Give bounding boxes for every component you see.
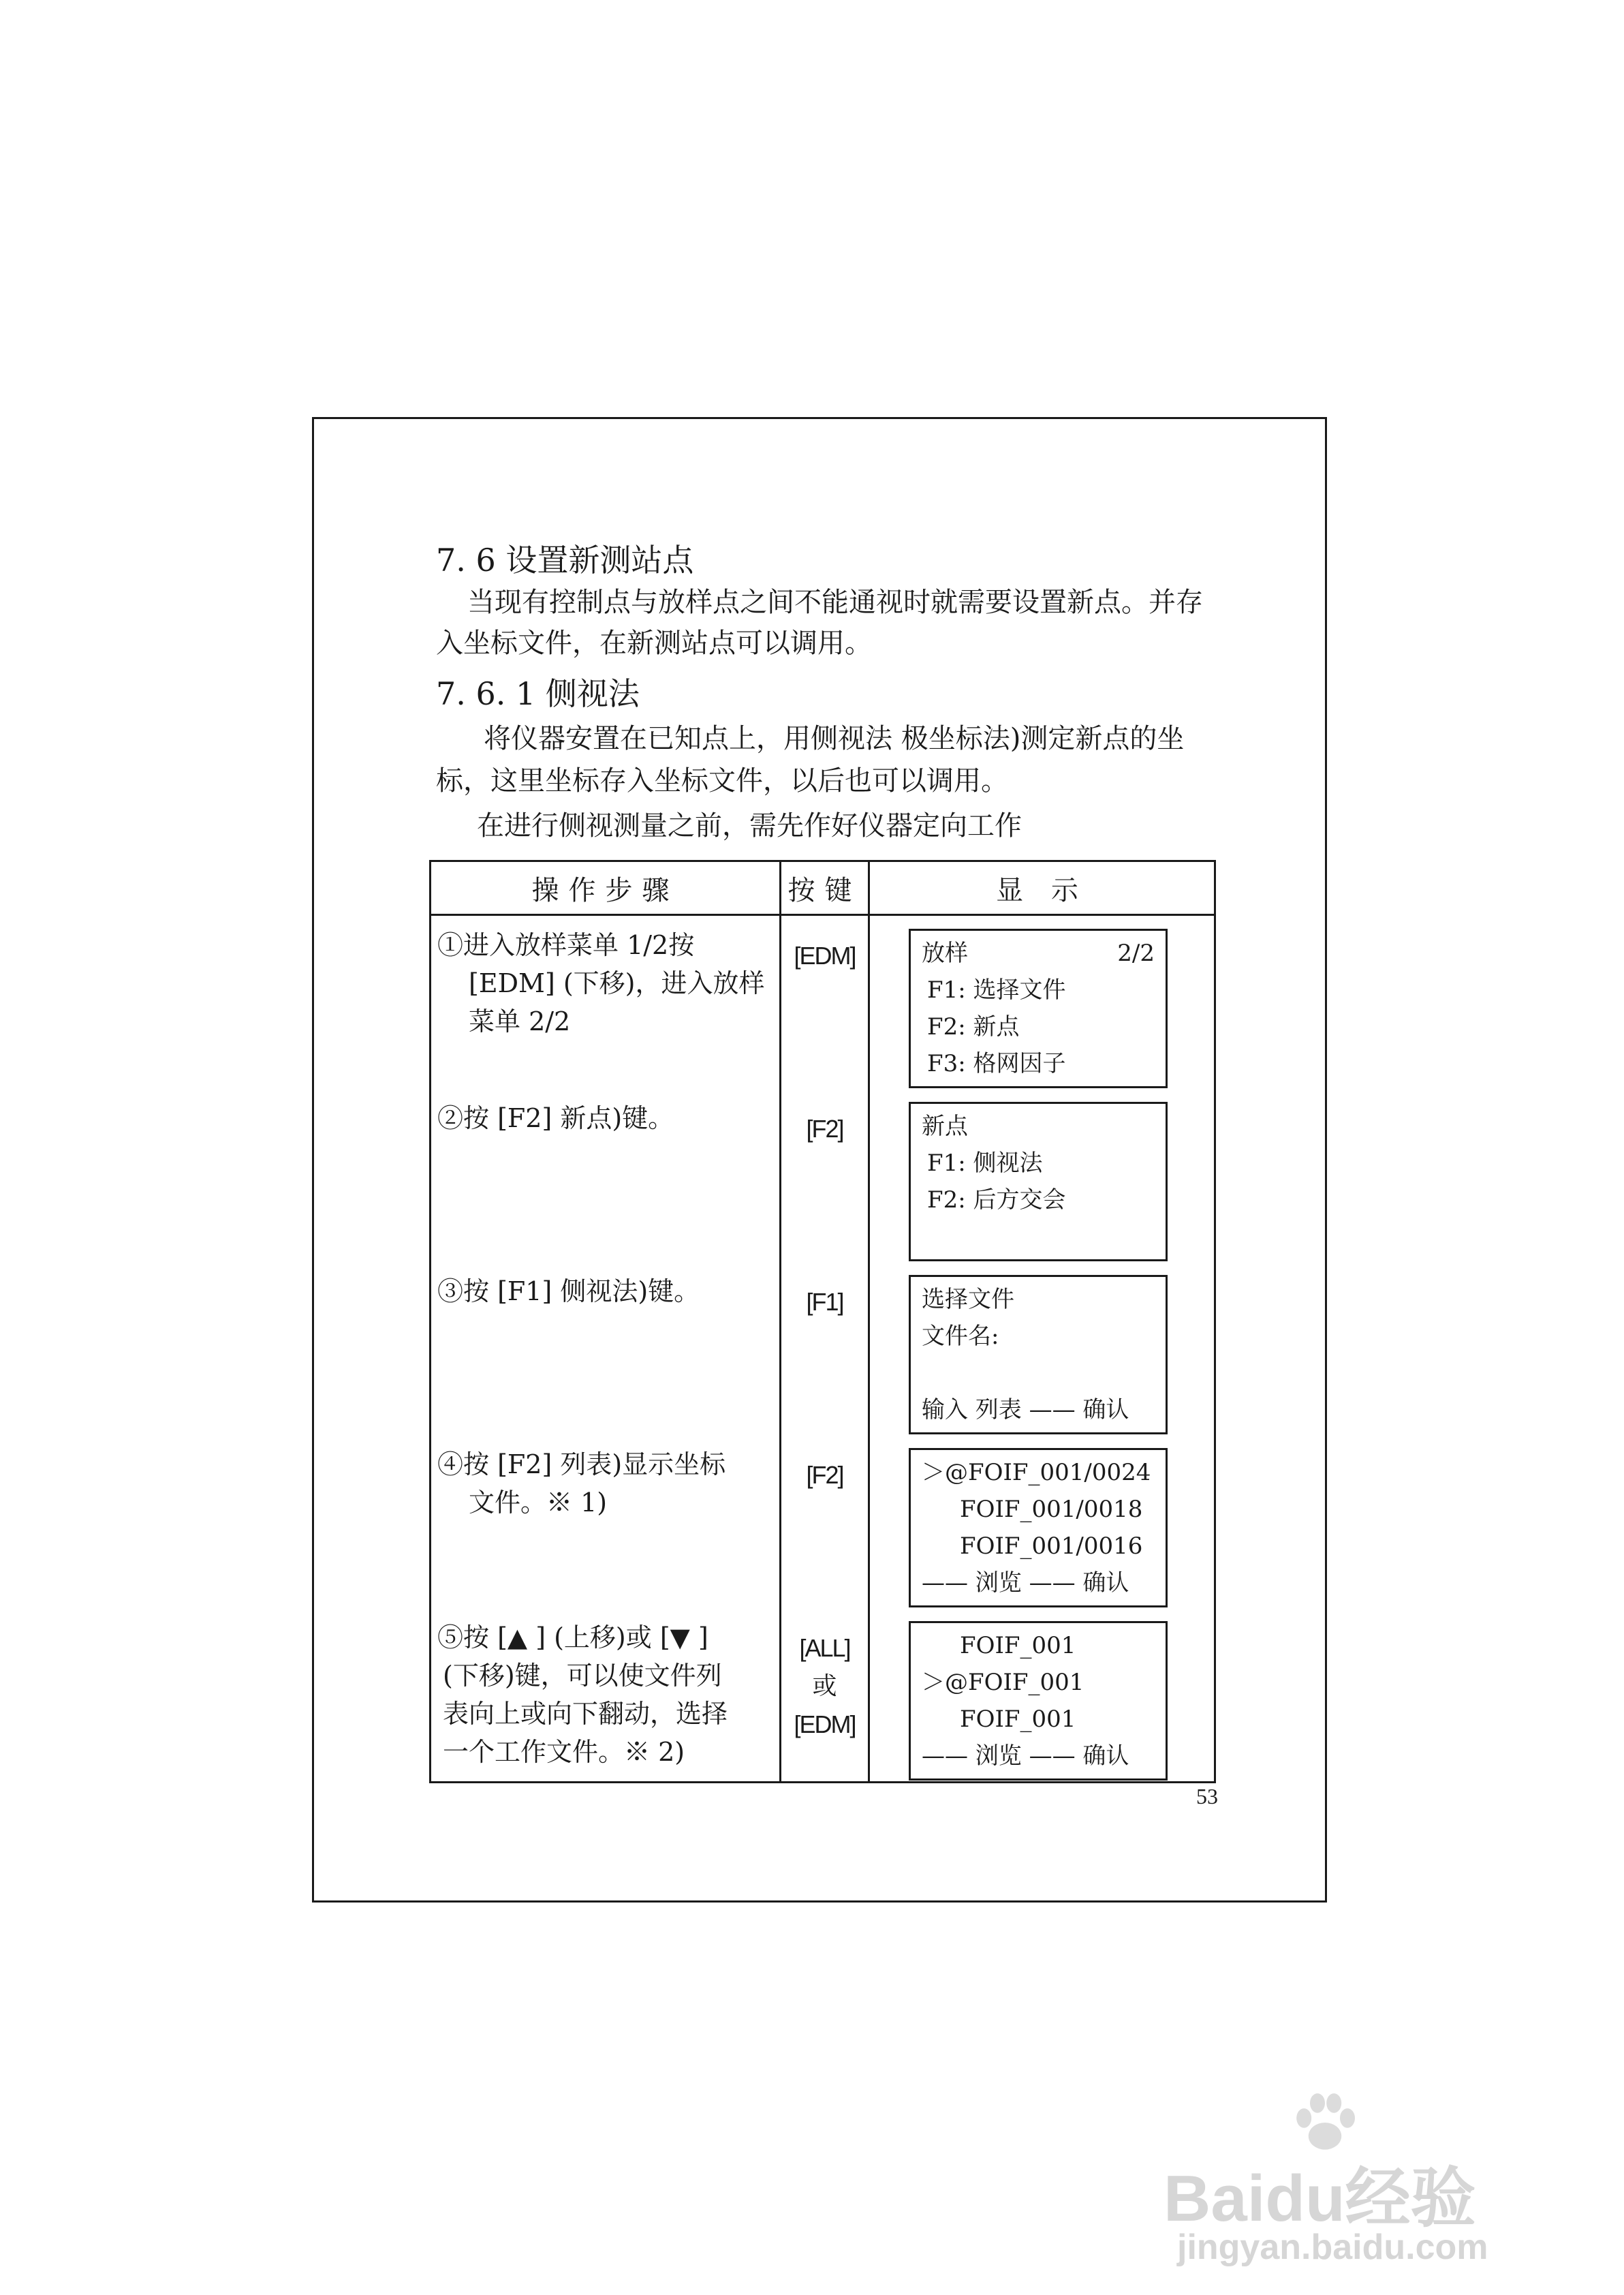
key-label: [F2]	[806, 1115, 843, 1143]
screen-line	[922, 1355, 1155, 1391]
step-line: [EDM] (下移)，进入放样	[469, 968, 765, 998]
para1-line-1: 将仪器安置在已知点上，用侧视法 极坐标法)测定新点的坐	[484, 723, 1185, 754]
step-line: 文件。※ 1)	[469, 1488, 608, 1518]
screen-line: ＞@FOIF_001	[922, 1669, 1084, 1696]
screen-line: —— 浏览 —— 确认	[922, 1742, 1129, 1770]
display-screen	[909, 1102, 1168, 1261]
para2: 在进行侧视测量之前，需先作好仪器定向工作	[477, 810, 1022, 842]
screen-line: F1: 选择文件	[927, 976, 1066, 1004]
screen-line: FOIF_001	[960, 1706, 1076, 1733]
key-label: [F2]	[806, 1461, 843, 1489]
key-label: [EDM]	[794, 1710, 856, 1738]
screen-line: F2: 后方交会	[927, 1186, 1066, 1214]
screen-line: F1: 侧视法	[927, 1150, 1043, 1177]
subsection-title: 7. 6. 1 侧视法	[436, 675, 640, 712]
key-label: [F1]	[806, 1288, 843, 1316]
operation-table	[429, 860, 1216, 1783]
screen-line: FOIF_001/0016	[960, 1532, 1143, 1560]
step-text	[432, 917, 779, 1041]
table-header-row	[431, 861, 1215, 915]
step-text	[432, 1090, 779, 1137]
screen-line: —— 浏览 —— 确认	[922, 1569, 1129, 1597]
step-text	[432, 1436, 779, 1522]
step-line: (下移)键，可以使文件列	[443, 1661, 722, 1691]
key-label: [EDM]	[794, 942, 856, 970]
header-keys: 按键	[781, 861, 869, 915]
screen-page: 2/2	[1117, 940, 1155, 967]
display-screen	[909, 1621, 1168, 1781]
display-screen	[909, 1275, 1168, 1434]
step-line: ①进入放样菜单 1/2按	[437, 930, 695, 960]
table-row	[431, 915, 1215, 1090]
screen-title: 新点	[922, 1113, 968, 1140]
header-steps: 操作步骤	[431, 861, 781, 915]
table-row	[431, 1435, 1215, 1608]
section-title: 7. 6 设置新测站点	[436, 542, 694, 579]
screen-line: F2: 新点	[927, 1013, 1020, 1041]
intro-line-1: 当现有控制点与放样点之间不能通视时就需要设置新点。并存	[467, 587, 1203, 618]
step-line: ②按 [F2] 新点)键。	[437, 1103, 674, 1133]
step-line: 菜单 2/2	[469, 1006, 571, 1036]
screen-title: 放样	[922, 940, 968, 967]
display-screen	[909, 929, 1168, 1088]
step-text	[432, 1263, 779, 1310]
step-line: 一个工作文件。※ 2)	[443, 1737, 685, 1767]
table-row	[431, 1262, 1215, 1435]
screen-title: ＞@FOIF_001/0024	[922, 1459, 1151, 1486]
screen-title: 选择文件	[922, 1286, 1014, 1313]
screen-line: F3: 格网因子	[927, 1050, 1066, 1077]
step-line: ⑤按 [▲ ] (上移)或 [▼ ]	[437, 1622, 708, 1652]
screen-line: 输入 列表 —— 确认	[922, 1396, 1129, 1423]
step-line: ③按 [F1] 侧视法)键。	[437, 1276, 700, 1306]
screen-line: FOIF_001/0018	[960, 1496, 1143, 1523]
table-row	[431, 1608, 1215, 1783]
screen-line	[922, 1218, 1155, 1255]
intro-line-2: 入坐标文件，在新测站点可以调用。	[436, 628, 872, 659]
key-label: [ALL]	[799, 1634, 850, 1662]
header-display: 显 示	[869, 861, 1215, 915]
display-screen	[909, 1448, 1168, 1607]
screen-line: 文件名:	[922, 1323, 999, 1350]
step-line: 表向上或向下翻动，选择	[443, 1699, 728, 1729]
key-or-label: 或	[812, 1672, 837, 1700]
para1-line-2: 标，这里坐标存入坐标文件，以后也可以调用。	[436, 765, 1008, 797]
table-row	[431, 1089, 1215, 1262]
screen-title: FOIF_001	[960, 1632, 1076, 1659]
watermark-url: jingyan.baidu.com	[1177, 2228, 1488, 2267]
step-line: ④按 [F2] 列表)显示坐标	[437, 1449, 726, 1479]
watermark-logo: Baidu经验	[1164, 2162, 1476, 2235]
page-number: 53	[1196, 1784, 1218, 1808]
step-text	[432, 1609, 779, 1771]
